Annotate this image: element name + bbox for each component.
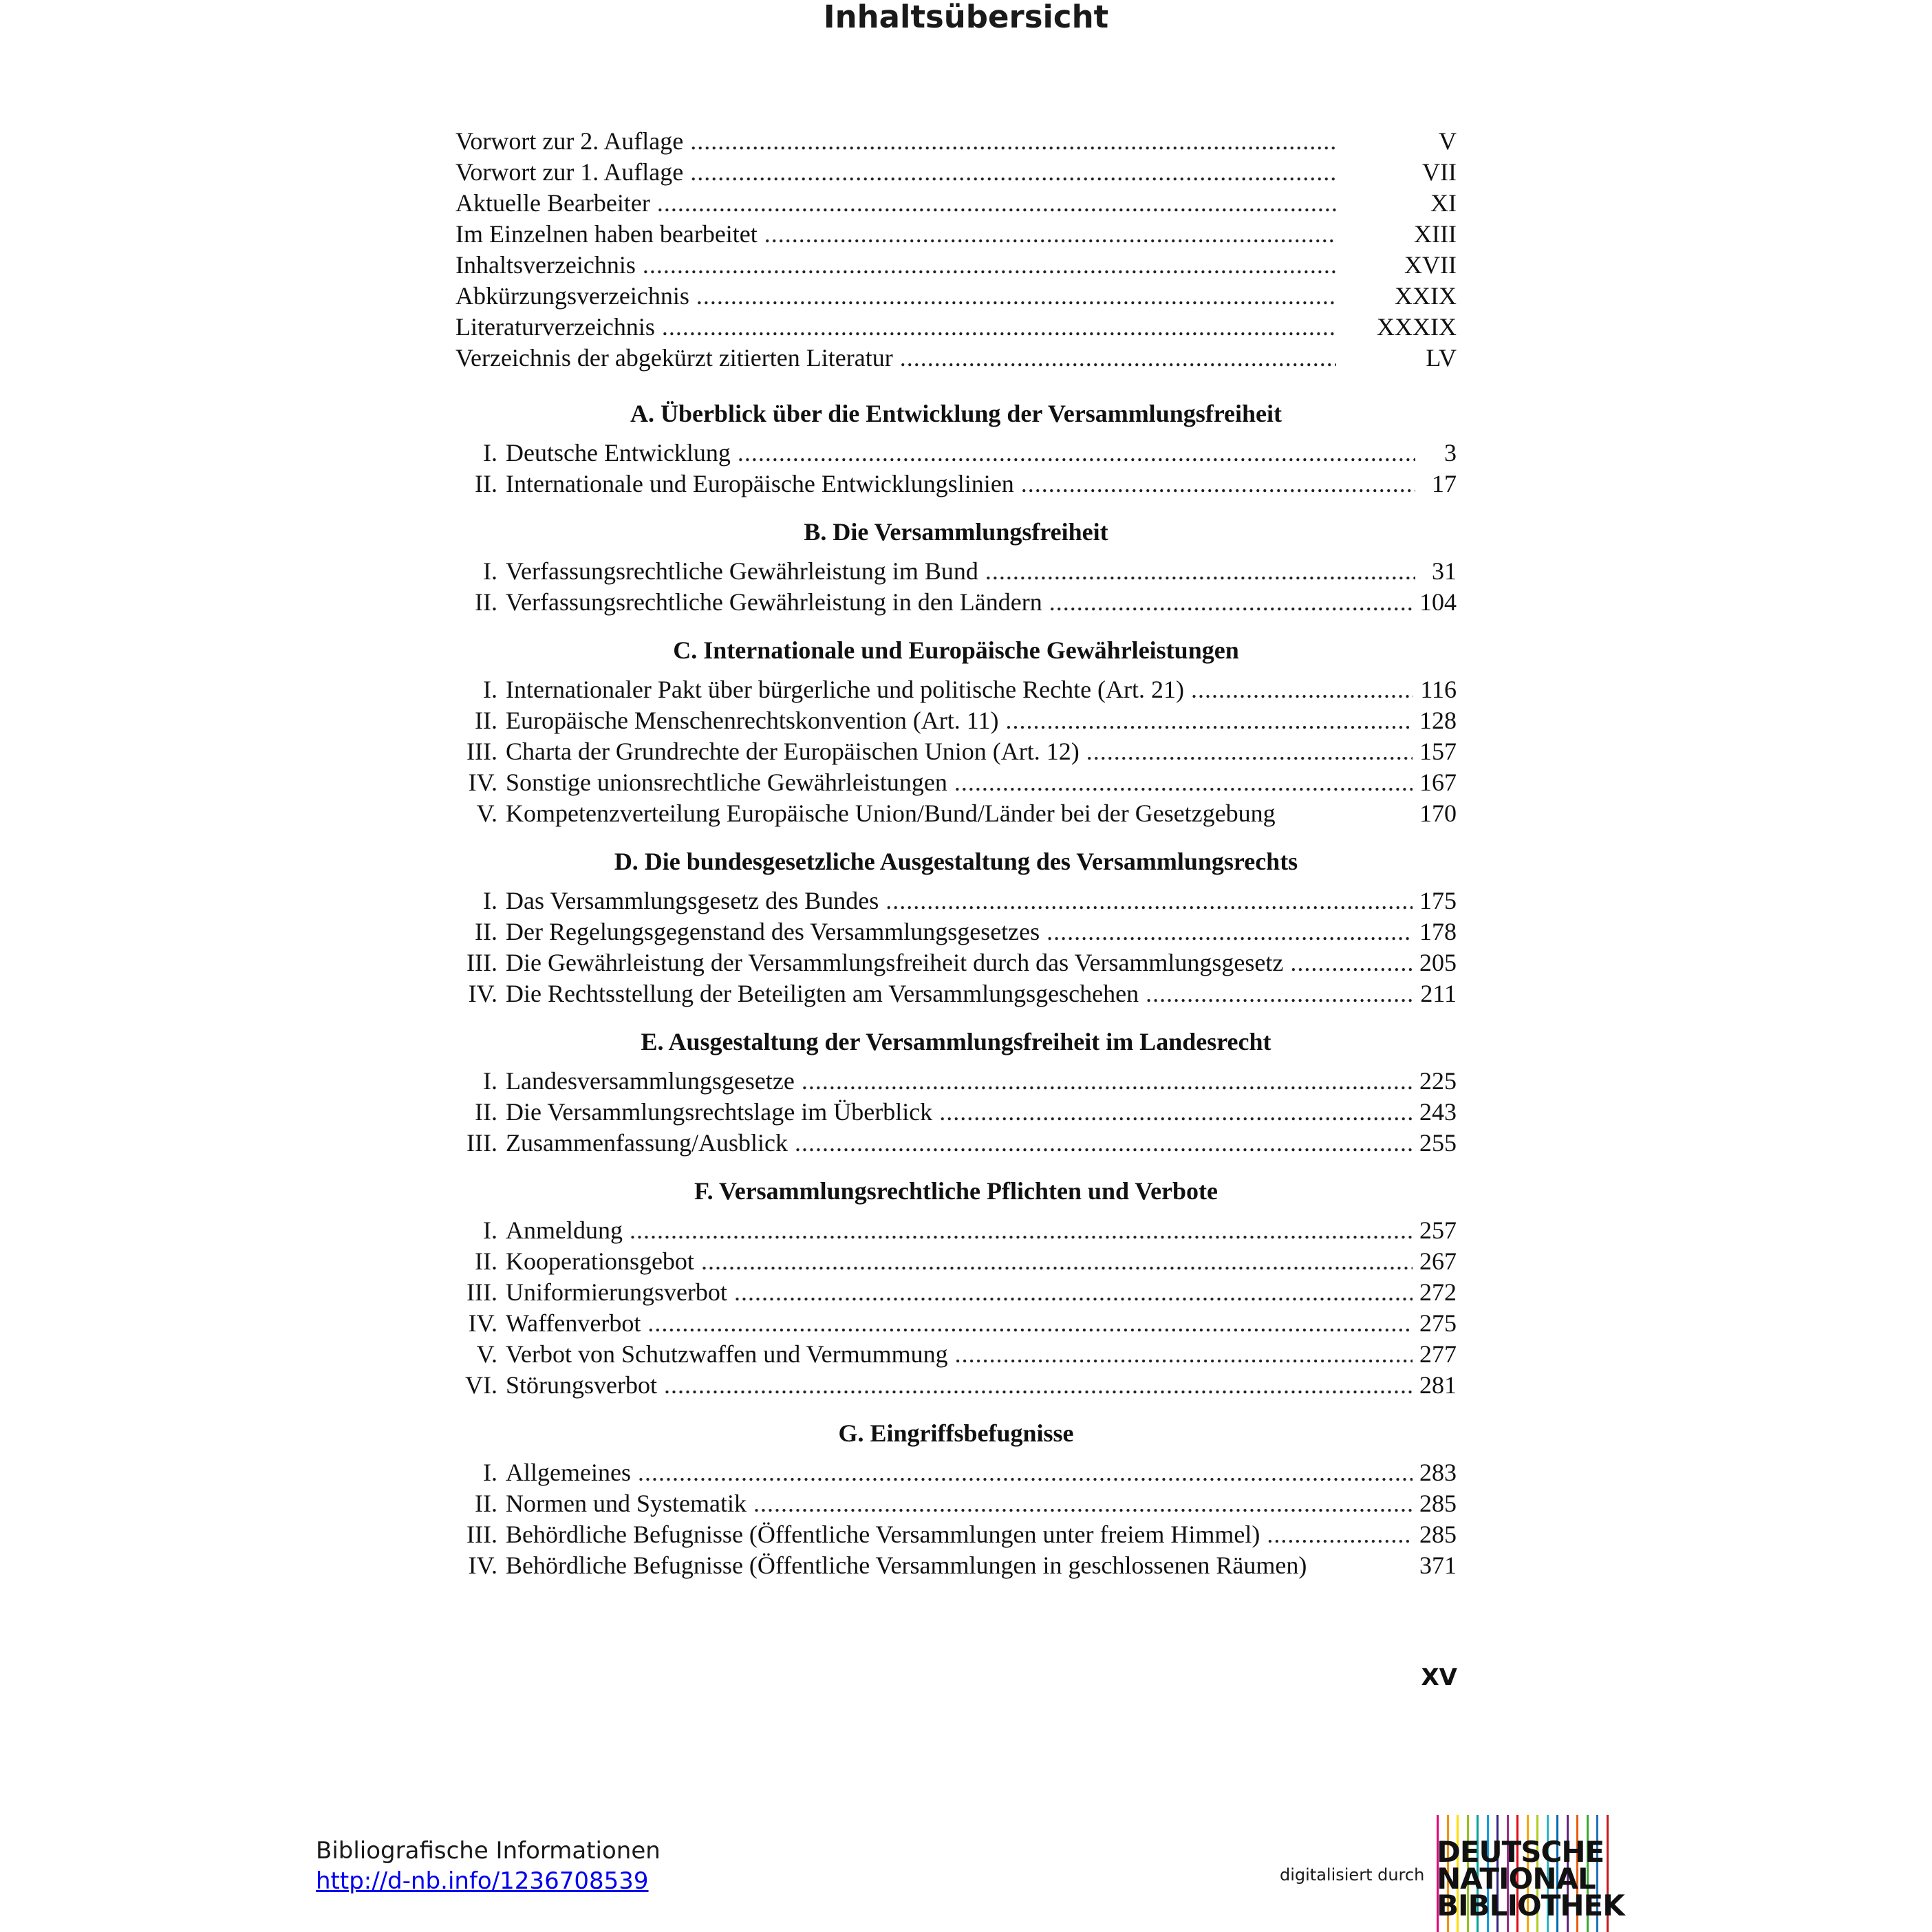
- toc-entry-page: 275: [1419, 1309, 1457, 1337]
- toc-entry-label: Die Rechtsstellung der Beteiligten am Versammlungsgeschehen: [506, 980, 1139, 1007]
- toc-entry-number: II.: [475, 1490, 497, 1517]
- toc-entry-number: IV.: [468, 1552, 497, 1579]
- toc-entry-page: 170: [1419, 799, 1457, 827]
- toc-entry: [455, 1488, 1457, 1519]
- dot-leader: [1290, 947, 1413, 978]
- toc-entry-number: V.: [476, 1340, 497, 1368]
- toc-entry-label: Die Gewährleistung der Versammlungsfreiheit durch das Versammlungsgesetz: [506, 949, 1284, 976]
- biblio-link[interactable]: http://d-nb.info/1236708539: [316, 1867, 649, 1895]
- toc-entry-page: XIII: [1414, 220, 1457, 248]
- dot-leader: [738, 438, 1415, 469]
- dot-leader: [802, 1066, 1413, 1097]
- toc-front-entry: [455, 312, 1457, 343]
- toc-front-entry: [455, 188, 1457, 219]
- bibliographic-info: [316, 1836, 661, 1896]
- toc-entry-page: 128: [1419, 707, 1457, 734]
- toc-front-entry: [455, 281, 1457, 312]
- toc-entry-page: 178: [1419, 918, 1457, 945]
- toc-entry-page: 104: [1419, 588, 1457, 616]
- toc-entry-page: 116: [1420, 676, 1457, 703]
- toc-entry: [455, 1308, 1457, 1339]
- toc-entry-page: 257: [1419, 1216, 1457, 1244]
- toc-entry-number: II.: [475, 1098, 497, 1126]
- toc-entry-page: 285: [1419, 1490, 1457, 1517]
- section-heading: B. Die Versammlungsfreiheit: [804, 518, 1108, 546]
- toc-entry-page: 277: [1419, 1340, 1457, 1368]
- dot-leader: [954, 767, 1413, 798]
- toc-entry-number: I.: [483, 557, 497, 585]
- toc-entry-label-wrap: [455, 343, 1343, 374]
- dnb-logo-line: DEUTSCHE: [1437, 1835, 1604, 1869]
- dnb-logo-text: [1437, 1835, 1624, 1922]
- toc-entry-label: Behördliche Befugnisse (Öffentliche Versammlungen unter freiem Himmel): [506, 1521, 1260, 1548]
- toc-entry-label: Vorwort zur 2. Auflage: [455, 127, 684, 155]
- toc-front-entry: [455, 126, 1457, 157]
- dot-leader: [690, 126, 1336, 157]
- dot-leader: [662, 312, 1336, 343]
- toc-entry: [455, 1370, 1457, 1401]
- toc-entry-label-wrap: [455, 157, 1343, 188]
- toc-entry: [455, 947, 1457, 978]
- toc-section: [455, 635, 1457, 829]
- dot-leader: [1021, 469, 1415, 500]
- toc-entry-number: IV.: [468, 1309, 497, 1337]
- toc-entry-page: 371: [1419, 1552, 1457, 1579]
- dot-leader: [939, 1097, 1413, 1128]
- toc-entry-label: Verzeichnis der abgekürzt zitierten Literatur: [455, 344, 893, 372]
- toc-entry-page: 243: [1419, 1098, 1457, 1126]
- dot-leader: [638, 1457, 1413, 1488]
- toc-entry-label: Verfassungsrechtliche Gewährleistung in den Ländern: [506, 588, 1042, 616]
- toc-entry-label: Normen und Systematik: [506, 1490, 747, 1517]
- toc-section: [455, 1418, 1457, 1581]
- toc-entry-label: Verfassungsrechtliche Gewährleistung im Bund: [506, 557, 978, 585]
- dnb-logo: [1437, 1815, 1624, 1932]
- toc-entry-label: Zusammenfassung/Ausblick: [506, 1129, 788, 1157]
- toc-entry-page: LV: [1426, 344, 1457, 372]
- toc-entry-label: Landesversammlungsgesetze: [506, 1067, 795, 1095]
- toc-section: [455, 846, 1457, 1009]
- toc-entry-label: Verbot von Schutzwaffen und Vermummung: [506, 1340, 948, 1368]
- dot-leader: [657, 188, 1336, 219]
- toc-entry-page: 272: [1419, 1278, 1457, 1306]
- toc-entry-label: Europäische Menschenrechtskonvention (Art. 11): [506, 707, 999, 734]
- toc-section: [455, 398, 1457, 500]
- toc-entry-label: Charta der Grundrechte der Europäischen Union (Art. 12): [506, 738, 1080, 765]
- toc-entry-page: 281: [1419, 1371, 1457, 1399]
- toc-entry-number: III.: [466, 1129, 497, 1157]
- toc-entry-page: 283: [1419, 1459, 1457, 1486]
- front-matter-list: [455, 126, 1457, 374]
- toc-entry-page: 157: [1419, 738, 1457, 765]
- toc-entry: [455, 978, 1457, 1009]
- section-heading: C. Internationale und Europäische Gewährleistungen: [673, 636, 1239, 664]
- toc-entry-page: 175: [1419, 887, 1457, 914]
- dot-leader: [696, 281, 1336, 312]
- toc-entry-label-wrap: [455, 219, 1343, 250]
- toc-entry-number: II.: [475, 1247, 497, 1275]
- section-heading: A. Überblick über die Entwicklung der Versammlungsfreiheit: [630, 400, 1282, 427]
- toc-front-entry: [455, 250, 1457, 281]
- toc-entry-label: Inhaltsverzeichnis: [455, 251, 636, 279]
- toc-entry-page: 211: [1420, 980, 1457, 1007]
- toc-entry-number: III.: [466, 1278, 497, 1306]
- toc-entry-page: 205: [1419, 949, 1457, 976]
- toc-entry-label-wrap: [455, 188, 1343, 219]
- toc-entry-label: Im Einzelnen haben bearbeitet: [455, 220, 758, 248]
- toc-entry-number: I.: [483, 676, 497, 703]
- dot-leader: [985, 556, 1415, 587]
- toc-entry-number: IV.: [468, 980, 497, 1007]
- dot-leader: [734, 1277, 1413, 1308]
- toc-entry-page: XVII: [1404, 251, 1457, 279]
- toc-entry: [455, 798, 1457, 829]
- toc-front-entry: [455, 343, 1457, 374]
- toc-entry-label: Kooperationsgebot: [506, 1247, 694, 1275]
- toc-entry: [455, 1066, 1457, 1097]
- toc-entry: [455, 916, 1457, 947]
- section-heading: G. Eingriffsbefugnisse: [838, 1419, 1074, 1447]
- toc-front-entry: [455, 219, 1457, 250]
- dot-leader: [795, 1128, 1413, 1159]
- toc-entry-label: Literaturverzeichnis: [455, 313, 655, 341]
- toc-entry: [455, 767, 1457, 798]
- toc-entry: [455, 736, 1457, 767]
- toc-entry-number: V.: [476, 799, 497, 827]
- toc-entry-page: 167: [1419, 769, 1457, 796]
- toc-entry-number: I.: [483, 887, 497, 914]
- toc-section: [455, 1176, 1457, 1401]
- toc-entry-page: 285: [1419, 1521, 1457, 1548]
- toc-entry-label: Deutsche Entwicklung: [506, 439, 731, 466]
- section-heading: D. Die bundesgesetzliche Ausgestaltung des Versammlungsrechts: [614, 848, 1298, 875]
- toc-entry-label: Internationaler Pakt über bürgerliche und politische Rechte (Art. 21): [506, 676, 1185, 703]
- toc-entry-page: XXIX: [1395, 282, 1457, 310]
- toc-entry-page: 225: [1419, 1067, 1457, 1095]
- dot-leader: [1046, 916, 1413, 947]
- toc-entry-label: Anmeldung: [506, 1216, 623, 1244]
- toc-entry-label: Aktuelle Bearbeiter: [455, 189, 650, 217]
- toc-entry-number: I.: [483, 439, 497, 466]
- toc-entry-number: I.: [483, 1067, 497, 1095]
- dot-leader: [690, 157, 1336, 188]
- dot-leader: [643, 250, 1336, 281]
- toc-entry-page: XXXIX: [1377, 313, 1457, 341]
- dot-leader: [764, 219, 1336, 250]
- toc-entry: [455, 556, 1457, 587]
- toc-entry-label: Das Versammlungsgesetz des Bundes: [506, 887, 879, 914]
- toc-entry-label: Kompetenzverteilung Europäische Union/Bund/Länder bei der Gesetzgebung: [506, 799, 1276, 827]
- dot-leader: [630, 1215, 1413, 1246]
- toc-entry-label-wrap: [455, 281, 1343, 312]
- toc-entry-page: 3: [1444, 439, 1457, 466]
- toc-entry: [455, 1246, 1457, 1277]
- toc-entry: [455, 1457, 1457, 1488]
- toc-entry-label: Sonstige unionsrechtliche Gewährleistungen: [506, 769, 947, 796]
- dot-leader: [900, 343, 1336, 374]
- toc-entry-label: Vorwort zur 1. Auflage: [455, 158, 684, 186]
- toc-entry-label: Die Versammlungsrechtslage im Überblick: [506, 1098, 933, 1126]
- toc-section: [455, 1027, 1457, 1159]
- toc-entry-label: Störungsverbot: [506, 1371, 657, 1399]
- toc-entry-number: I.: [483, 1459, 497, 1486]
- toc-entry-number: III.: [466, 949, 497, 976]
- toc-entry: [455, 1097, 1457, 1128]
- dot-leader: [1005, 705, 1413, 736]
- toc-entry: [455, 705, 1457, 736]
- toc-entry-number: II.: [475, 470, 497, 497]
- dot-leader: [701, 1246, 1413, 1277]
- section-heading: E. Ausgestaltung der Versammlungsfreiheit im Landesrecht: [641, 1028, 1271, 1055]
- toc-entry: [455, 1215, 1457, 1246]
- dnb-logo-line: NATIONAL: [1437, 1862, 1596, 1896]
- toc-entry-page: 267: [1419, 1247, 1457, 1275]
- dot-leader: [1049, 587, 1413, 618]
- toc-section: [455, 517, 1457, 618]
- toc-entry-label-wrap: [455, 312, 1343, 343]
- toc-entry-label: Allgemeines: [506, 1459, 631, 1486]
- page-number: XV: [1421, 1664, 1457, 1691]
- toc-entry-label: Der Regelungsgegenstand des Versammlungsgesetzes: [506, 918, 1040, 945]
- toc-entry: [455, 1339, 1457, 1370]
- toc-entry-label: Behördliche Befugnisse (Öffentliche Versammlungen in geschlossenen Räumen): [506, 1552, 1307, 1579]
- dot-leader: [753, 1488, 1413, 1519]
- toc-entry-label-wrap: [455, 250, 1343, 281]
- toc-entry-number: II.: [475, 707, 497, 734]
- page-title: Inhaltsübersicht: [823, 0, 1109, 35]
- dot-leader: [1086, 736, 1413, 767]
- toc-entry: [455, 886, 1457, 916]
- toc-entry: [455, 469, 1457, 500]
- dnb-logo-line: BIBLIOTHEK: [1437, 1889, 1624, 1922]
- toc-entry-number: VI.: [465, 1371, 497, 1399]
- toc-entry-label: Waffenverbot: [506, 1309, 641, 1337]
- toc-entry-number: III.: [466, 738, 497, 765]
- biblio-label: Bibliografische Informationen: [316, 1837, 661, 1865]
- table-of-contents: [455, 126, 1457, 1598]
- toc-sections: [455, 398, 1457, 1581]
- dot-leader: [886, 886, 1413, 916]
- toc-entry: [455, 1550, 1457, 1581]
- toc-entry-number: I.: [483, 1216, 497, 1244]
- dot-leader: [1191, 674, 1413, 705]
- toc-entry-page: 31: [1432, 557, 1457, 585]
- toc-entry: [455, 1277, 1457, 1308]
- toc-front-entry: [455, 157, 1457, 188]
- toc-entry-label: Internationale und Europäische Entwicklungslinien: [506, 470, 1014, 497]
- toc-entry: [455, 674, 1457, 705]
- dot-leader: [1267, 1519, 1413, 1550]
- toc-entry: [455, 1519, 1457, 1550]
- toc-entry-page: 17: [1432, 470, 1457, 497]
- toc-entry-number: II.: [475, 918, 497, 945]
- toc-entry-label: Abkürzungsverzeichnis: [455, 282, 689, 310]
- dot-leader: [955, 1339, 1413, 1370]
- toc-entry: [455, 438, 1457, 469]
- toc-entry-page: 255: [1419, 1129, 1457, 1157]
- dot-leader: [1146, 978, 1413, 1009]
- toc-entry-number: III.: [466, 1521, 497, 1548]
- toc-entry: [455, 587, 1457, 618]
- toc-entry-page: VII: [1422, 158, 1457, 186]
- toc-entry: [455, 1128, 1457, 1159]
- dot-leader: [664, 1370, 1413, 1401]
- digitized-by-label: digitalisiert durch: [1280, 1865, 1425, 1885]
- toc-entry-label-wrap: [455, 126, 1343, 157]
- toc-entry-label: Uniformierungsverbot: [506, 1278, 727, 1306]
- toc-entry-number: II.: [475, 588, 497, 616]
- toc-entry-page: V: [1439, 127, 1457, 155]
- dot-leader: [647, 1308, 1413, 1339]
- toc-entry-number: IV.: [468, 769, 497, 796]
- toc-entry-page: XI: [1430, 189, 1457, 217]
- section-heading: F. Versammlungsrechtliche Pflichten und Verbote: [694, 1177, 1219, 1205]
